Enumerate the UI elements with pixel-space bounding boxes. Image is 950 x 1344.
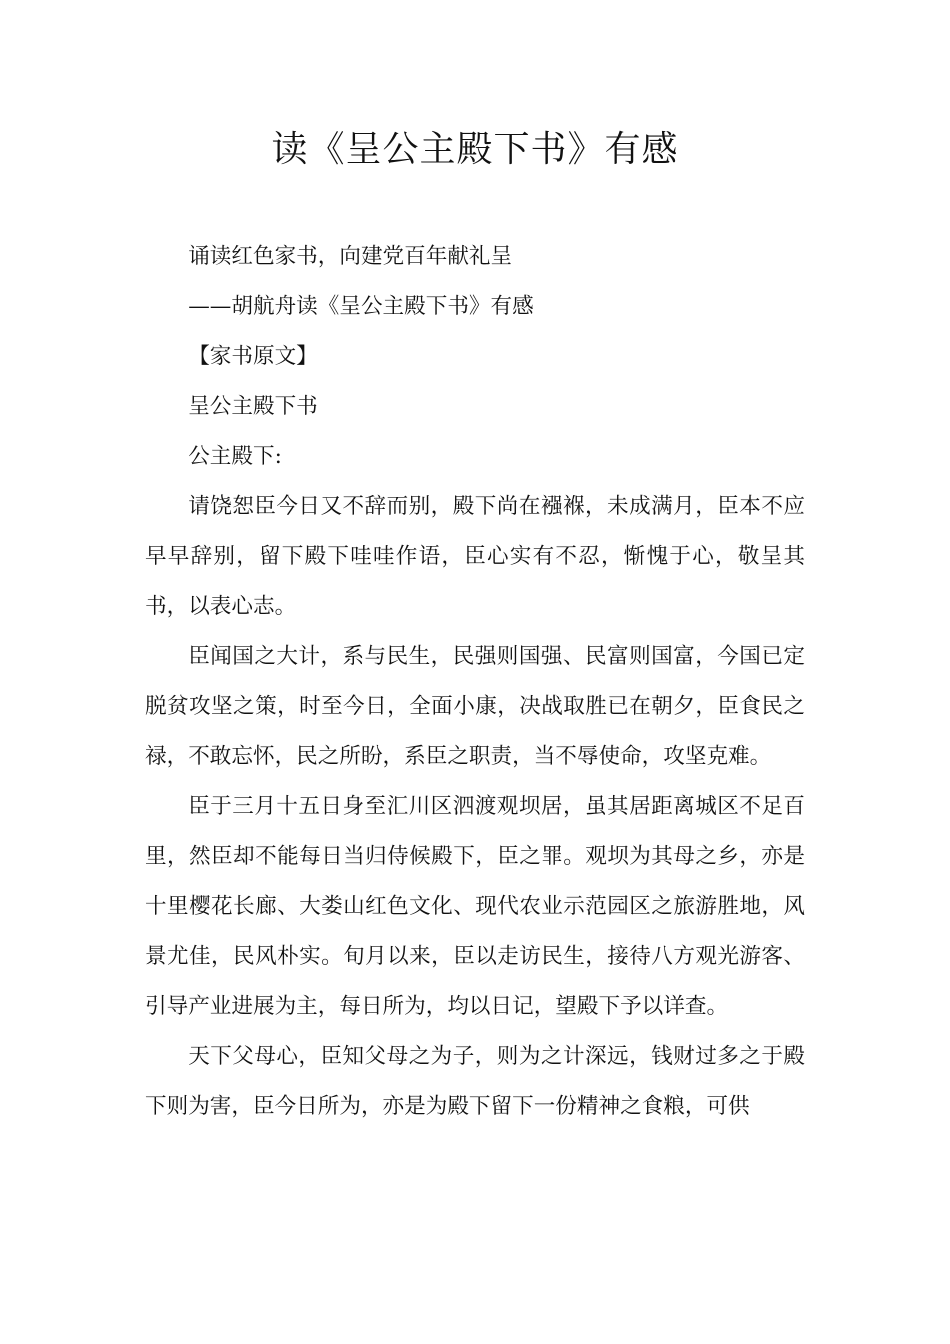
paragraph: 臣于三月十五日身至汇川区泗渡观坝居，虽其居距离城区不足百里，然臣却不能每日当归侍候殿下，臣之罪。观坝为其母之乡，亦是十里樱花长廊、大娄山红色文化、现代农业示范园区之旅游胜地，风景尤佳，民风朴实。旬月以来，臣以走访民生，接待八方观光游客、引导产业进展为主，每日所为，均以日记，望殿下予以详查。 <box>145 794 805 1019</box>
letter-title: 呈公主殿下书 <box>188 394 318 419</box>
paragraph: 请饶恕臣今日又不辞而别，殿下尚在襁褓，未成满月，臣本不应早早辞别，留下殿下哇哇作语，臣心实有不忍，惭愧于心，敬呈其书，以表心志。 <box>145 494 805 619</box>
document-title: 读《呈公主殿下书》有感 <box>271 129 679 170</box>
document-body <box>145 232 805 1132</box>
letter-salutation: 公主殿下: <box>188 444 282 469</box>
author-line: ——胡航舟读《呈公主殿下书》有感 <box>188 294 534 319</box>
section-heading: 【家书原文】 <box>188 344 318 369</box>
subtitle-line: 诵读红色家书，向建党百年献礼呈 <box>188 244 513 269</box>
paragraph: 天下父母心，臣知父母之为子，则为之计深远，钱财过多之于殿下则为害，臣今日所为，亦是为殿下留下一份精神之食粮，可供 <box>145 1044 805 1119</box>
paragraph: 臣闻国之大计，系与民生，民强则国强、民富则国富，今国已定脱贫攻坚之策，时至今日，全面小康，决战取胜已在朝夕，臣食民之禄，不敢忘怀，民之所盼，系臣之职责，当不辱使命，攻坚克难。 <box>145 644 805 769</box>
